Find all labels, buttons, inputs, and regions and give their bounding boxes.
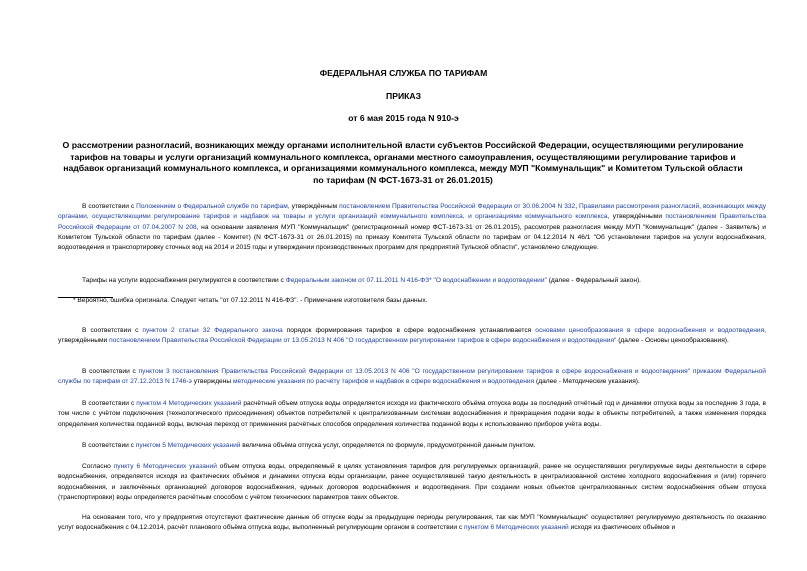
link-decree-208[interactable]: постановлением Правительства Российской Федерации от 07.04.2007 N 208 (58, 213, 766, 231)
link-guidelines-item-6-b[interactable]: пунктом 6 Методических указаний (464, 524, 569, 532)
paragraph-8 (58, 513, 766, 534)
paragraph-4 (58, 367, 766, 388)
link-pricing-basics[interactable]: основами ценообразования в сфере водоснабжения и водоотведения (535, 327, 765, 334)
text-run: В соответствии с (82, 327, 143, 334)
text-run: (далее - Основы ценообразования). (616, 337, 729, 345)
link-methodical-guidelines[interactable]: методические указания по расчёту тарифов и надбавок в сфере водоснабжения и водоотведения (232, 378, 535, 386)
text-run: (далее - Методические указания). (534, 378, 640, 386)
link-guidelines-item-6[interactable]: пункту 6 Методических указаний (113, 463, 217, 470)
text-run: утверждены (191, 378, 233, 386)
link-federal-law-416[interactable]: Федеральным законом от 07.11.2011 N 416-ФЗ* "О водоснабжении и водоотведении" (285, 277, 547, 284)
text-run: , (575, 203, 580, 210)
text-run: , утверждёнными (58, 327, 766, 345)
text-run: величина объёма отпуска услуг, определяется по формуле, предусмотренной данным пунктом. (240, 442, 536, 449)
text-run: объем отпуска воды, определяемый в целях установления тарифов для регулируемых организаций, ранее не осуществлявших регулируемые виды деятельности в сфере водоснабжения, определяется исходя из фактических объёмов и динамики отпуска воды организации, ранее осуществлявшей такую деятельность в централизованной системе холодного водоснабжения и (или) горячего водоснабжения, и заключённых организацией договоров водоснабжения, единых договоров водоснабжения и водоотведения. При создании новых объектов централизованных систем водоснабжения объем отпуска (транспортировки) воды определяется расчётным способом с учётом технических параметров таких объектов. (58, 463, 766, 501)
text-run: (далее - Федеральный закон). (546, 277, 641, 284)
link-guidelines-item-5[interactable]: пунктом 5 Методических указаний (135, 442, 241, 449)
text-run: , утверждёнными (607, 213, 666, 221)
footnote: * Вероятно, ошибка оригинала. Следует читать "от 07.12.2011 N 416-ФЗ". - Примечание изготовителя базы данных. (73, 297, 428, 304)
text-run: В соответствии с (82, 400, 137, 407)
link-decree-406-item-3[interactable]: пунктом 3 постановления Правительства Российской Федерации от 13.05.2013 N 406 "О государственном регулировании тарифов в сфере водоснабжения и водоотведения" (138, 368, 691, 375)
text-run: В соответствии с (82, 368, 139, 375)
paragraph-3 (58, 326, 766, 347)
text-run: , на основании заявления МУП "Коммунальщик" (регистрационный номер ФСТ-1673-31 от 26.01.2015), рассмотрев разногласия между МУП "Коммунальщик" (далее - Заявитель) и Комитетом Тульской области по тарифам (далее - Комитет) (N ФСТ-1673-31 от 26.01.2015) по приказу Комитета Тульской области по тарифам от 04.12.2014 N 46/1 "Об установлении тарифов на услуги водоснабжения, водоотведения и транспортировку сточных вод на 2014 и 2015 годы и утверждении производственных программ для предприятий Тульской области", установлено следующее. (58, 223, 766, 252)
text-run: расчётный объем отпуска воды определяется исходя из фактического объёма отпуска воды за последний отчётный год и динамики отпуска воды за последние 3 года, в том числе с учётом подключения (технологического присоединения) объектов потребителей к централизованным системам водоснабжения и прекращения подачи воды в объекты потребителей, а также изменения порядка определения количества поданной воды, включая переход от применения расчётных способов определения количества поданной воды к использованию приборов учёта воды. (58, 400, 766, 428)
paragraph-5 (58, 399, 766, 430)
paragraph-1 (58, 202, 766, 253)
text-run: Согласно (82, 463, 114, 470)
link-decree-332[interactable]: постановлением Правительства Российской Федерации от 30.06.2004 N 332 (339, 203, 576, 210)
document-date-number: от 6 мая 2015 года N 910-э (348, 113, 459, 123)
link-disagreement-rules[interactable]: Правилами рассмотрения разногласий, возникающих между органами, осуществляющими регулирование тарифов и надбавок на товары и услуги организаций коммунального комплекса, и организациями коммунального комплекса (58, 203, 767, 221)
text-run: , утверждённым (287, 203, 340, 210)
paragraph-7 (58, 462, 766, 503)
text-run: В соответствии с (82, 203, 137, 210)
link-article-32[interactable]: пунктом 2 статьи 32 Федерального закона (142, 327, 283, 334)
link-decree-406[interactable]: постановлением Правительства Российской Федерации от 13.05.2013 N 406 "О государственном регулировании тарифов в сфере водоснабжения и водоотведения" (109, 337, 617, 345)
text-run: В соответствии с (82, 442, 136, 449)
text-run: исходя из фактических объёмов и (568, 524, 676, 532)
text-run: порядок формирования тарифов в сфере водоснабжения устанавливается (282, 327, 536, 334)
paragraph-2 (58, 276, 766, 286)
link-regulation-fst[interactable]: Положением о Федеральной службе по тарифам (136, 203, 288, 210)
text-run: На основании того, что у предприятия отсутствуют фактические данные об отпуске воды за предыдущие периоды регулирования, так как МУП "Коммунальщик" осуществляет регулируемую деятельность по оказанию услуг водоснабжения с 04.12.2014, расчёт планового объёма отпуска воды, выполненный регулирующим органом в соответствии с (58, 514, 766, 532)
paragraph-6 (58, 441, 766, 451)
link-order-1746[interactable]: приказом Федеральной службы по тарифам от 27.12.2013 N 1746-э (58, 368, 766, 386)
document-type: ПРИКАЗ (386, 91, 421, 101)
link-guidelines-item-4[interactable]: пунктом 4 Методических указаний (136, 400, 242, 407)
text-run: Тарифы на услуги водоснабжения регулируются в соответствии с (82, 277, 286, 284)
agency-heading: ФЕДЕРАЛЬНАЯ СЛУЖБА ПО ТАРИФАМ (319, 68, 488, 78)
document-title: О рассмотрении разногласий, возникающих между органами исполнительной власти субъектов Российской Федерации, осуществляющими регулирование тарифов на товары и услуги организаций коммунального комплекса, органами местного самоуправления, осуществляющими регулирование тарифов и надбавок организаций коммунального комплекса, и организациями коммунального комплекса, между МУП "Коммунальщик" и Комитетом Тульской области по тарифам (N ФСТ-1673-31 от 26.01.2015) (62, 140, 744, 185)
